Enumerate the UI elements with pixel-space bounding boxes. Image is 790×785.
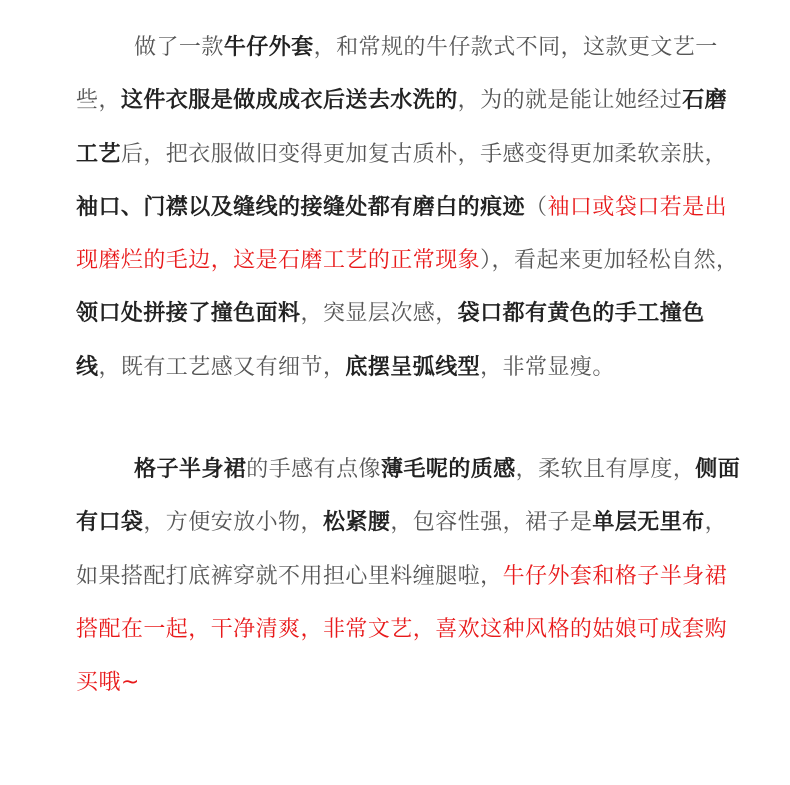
text-segment: 后，把衣服做旧变得更加复古质朴，手感变得更加柔软亲肤，	[120, 141, 728, 167]
red-note-segment: 袖口或袋口若是出现磨烂的毛边，这是石磨工艺的正常现象	[76, 194, 728, 274]
bold-text-segment: 袖口、门襟以及缝线的接缝处都有磨白的痕迹	[76, 194, 526, 220]
bold-text-segment: 单层无里布	[592, 510, 705, 536]
text-segment: ），看起来更加轻松自然，	[480, 248, 739, 274]
text-segment: 的手感有点像	[246, 457, 381, 483]
bold-text-segment: 袋口都有黄色的手工撞色线	[76, 301, 705, 380]
bold-text-segment: 领口处拼接了撞色面料	[76, 301, 301, 327]
text-segment: 做了一款	[134, 35, 224, 60]
text-segment: ，方便安放小物，	[143, 510, 323, 536]
bold-text-segment: 薄毛呢的质感	[380, 457, 516, 483]
bold-text-segment: 这件衣服是做成成衣后送去水洗的	[120, 88, 458, 114]
text-segment: ，和常规的牛仔款式不同，这款更文艺一些，	[76, 35, 718, 114]
bold-text-segment: 牛仔外套	[223, 35, 314, 60]
text-segment: ，非常显瘦。	[480, 354, 615, 380]
paragraph-denim-jacket	[76, 21, 746, 394]
bold-text-segment: 石磨工艺	[76, 88, 728, 167]
text-segment: ，包容性强，裙子是	[390, 510, 593, 536]
bold-text-segment: 松紧腰	[322, 510, 391, 536]
text-segment: ，如果搭配打底裤穿就不用担心里料缠腿啦，	[76, 510, 728, 589]
text-segment: ，柔软且有厚度，	[515, 457, 696, 483]
text-segment: ，既有工艺感又有细节，	[98, 354, 346, 380]
text-segment: （	[525, 194, 548, 220]
text-segment: ，突显层次感，	[300, 301, 458, 327]
bold-text-segment: 底摆呈弧线型	[345, 354, 481, 380]
bold-text-segment: 侧面有口袋	[76, 457, 741, 536]
bold-text-segment: 格子半身裙	[134, 457, 247, 483]
text-segment: ，为的就是能让她经过	[457, 88, 683, 114]
paragraph-plaid-skirt	[76, 443, 746, 709]
red-note-segment: 牛仔外套和格子半身裙搭配在一起，干净清爽，非常文艺，喜欢这种风格的姑娘可成套购买哦~	[76, 563, 728, 696]
